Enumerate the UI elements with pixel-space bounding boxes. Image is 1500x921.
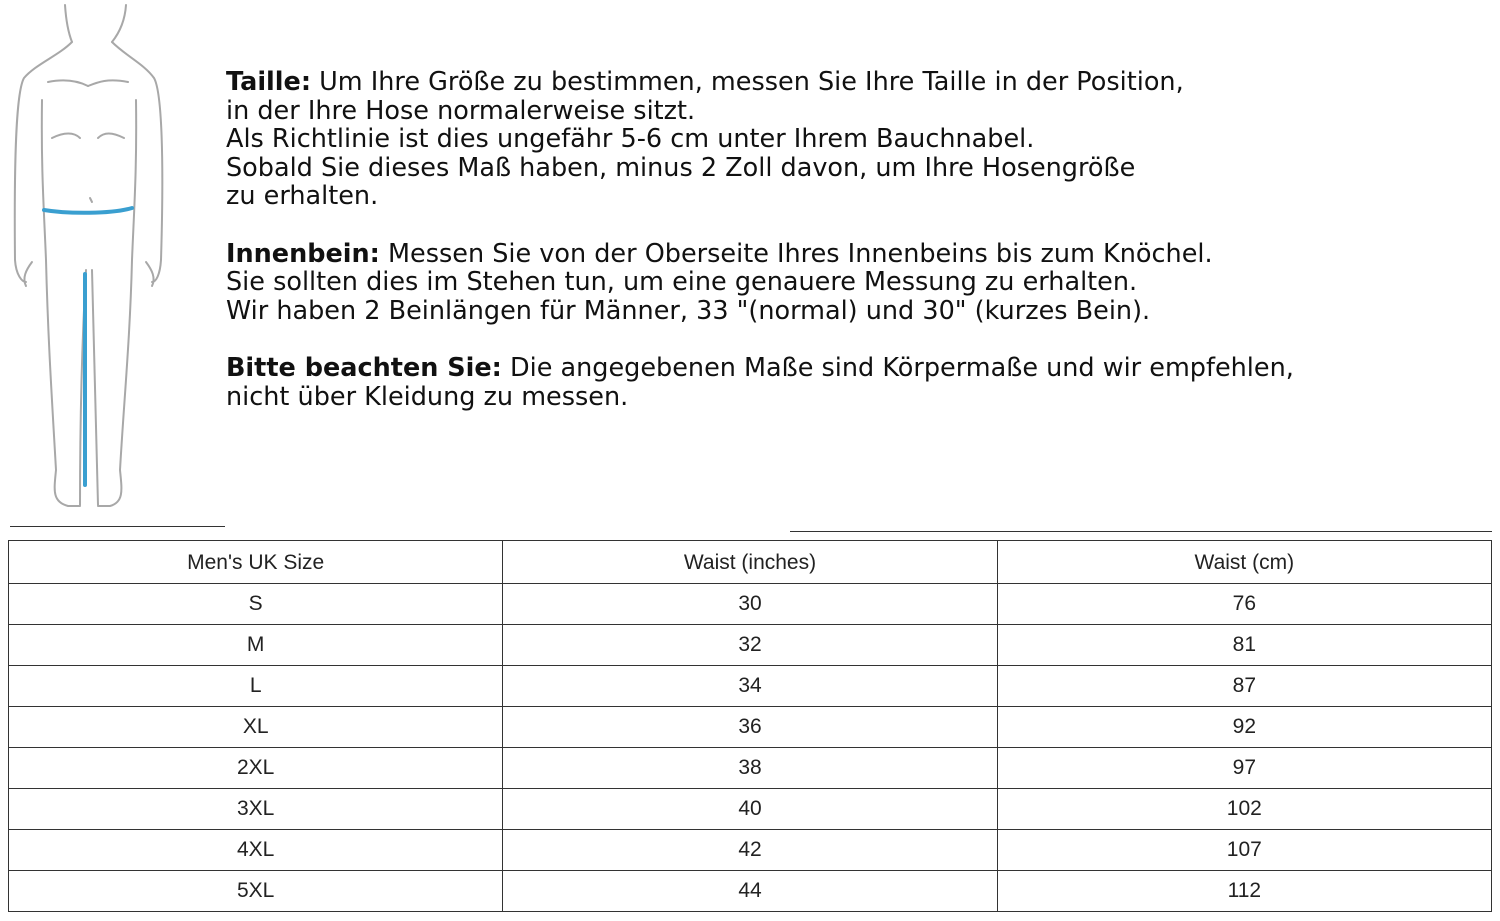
size-cell: L xyxy=(9,666,503,707)
waist-inches-cell: 44 xyxy=(503,871,997,912)
waist-inches-cell: 40 xyxy=(503,789,997,830)
inseam-instructions xyxy=(226,240,1486,326)
waist-text-2: in der Ihre Hose normalerweise sitzt. xyxy=(226,95,696,126)
size-cell: M xyxy=(9,625,503,666)
size-cell: 5XL xyxy=(9,871,503,912)
header-waist-cm: Waist (cm) xyxy=(997,541,1491,584)
waist-inches-cell: 36 xyxy=(503,707,997,748)
waist-heading: Taille: xyxy=(226,67,312,97)
size-table-body xyxy=(9,584,1492,912)
inseam-text-1: Messen Sie von der Oberseite Ihres Innenbeins bis zum Knöchel. xyxy=(388,238,1213,269)
table-row xyxy=(9,625,1492,666)
waist-inches-cell: 42 xyxy=(503,830,997,871)
note-text-1: Die angegebenen Maße sind Körpermaße und wir empfehlen, xyxy=(509,352,1294,383)
header-waist-inches: Waist (inches) xyxy=(503,541,997,584)
waist-inches-cell: 32 xyxy=(503,625,997,666)
size-cell: 4XL xyxy=(9,830,503,871)
waist-cm-cell: 92 xyxy=(997,707,1491,748)
waist-cm-cell: 112 xyxy=(997,871,1491,912)
note-heading: Bitte beachten Sie: xyxy=(226,352,502,383)
table-row xyxy=(9,789,1492,830)
note-line-1 xyxy=(226,354,1486,383)
size-cell: 3XL xyxy=(9,789,503,830)
table-row xyxy=(9,830,1492,871)
table-row xyxy=(9,748,1492,789)
size-chart-table xyxy=(8,540,1492,912)
waist-cm-cell: 87 xyxy=(997,666,1491,707)
note-text-2: nicht über Kleidung zu messen. xyxy=(226,381,629,412)
table-header-row xyxy=(9,541,1492,584)
size-cell: XL xyxy=(9,707,503,748)
waist-cm-cell: 107 xyxy=(997,830,1491,871)
waist-inches-cell: 30 xyxy=(503,584,997,625)
waist-inches-cell: 38 xyxy=(503,748,997,789)
waist-line-1 xyxy=(226,68,1486,97)
waist-inches-cell: 34 xyxy=(503,666,997,707)
waist-instructions xyxy=(226,68,1486,211)
waist-cm-cell: 97 xyxy=(997,748,1491,789)
waist-cm-cell: 102 xyxy=(997,789,1491,830)
size-cell: S xyxy=(9,584,503,625)
waist-text-4: Sobald Sie dieses Maß haben, minus 2 Zoll davon, um Ihre Hosengröße xyxy=(226,152,1136,183)
size-cell: 2XL xyxy=(9,748,503,789)
measurement-instructions xyxy=(226,68,1486,440)
waist-text-3: Als Richtlinie ist dies ungefähr 5-6 cm unter Ihrem Bauchnabel. xyxy=(226,124,1035,155)
table-row xyxy=(9,871,1492,912)
waist-text-1: Um Ihre Größe zu bestimmen, messen Sie Ihre Taille in der Position, xyxy=(319,67,1184,97)
waist-cm-cell: 76 xyxy=(997,584,1491,625)
table-row xyxy=(9,666,1492,707)
inseam-heading: Innenbein: xyxy=(226,238,380,269)
waist-cm-cell: 81 xyxy=(997,625,1491,666)
body-measurement-figure-icon xyxy=(8,0,168,515)
header-uk-size: Men's UK Size xyxy=(9,541,503,584)
table-row xyxy=(9,584,1492,625)
waist-text-5: zu erhalten. xyxy=(226,181,379,212)
note-instructions xyxy=(226,354,1486,411)
divider-left xyxy=(10,526,225,527)
inseam-text-3: Wir haben 2 Beinlängen für Männer, 33 "(normal) und 30" (kurzes Bein). xyxy=(226,295,1151,326)
inseam-line-1 xyxy=(226,240,1486,269)
divider-right xyxy=(790,531,1492,532)
table-row xyxy=(9,707,1492,748)
inseam-text-2: Sie sollten dies im Stehen tun, um eine genauere Messung zu erhalten. xyxy=(226,267,1138,298)
